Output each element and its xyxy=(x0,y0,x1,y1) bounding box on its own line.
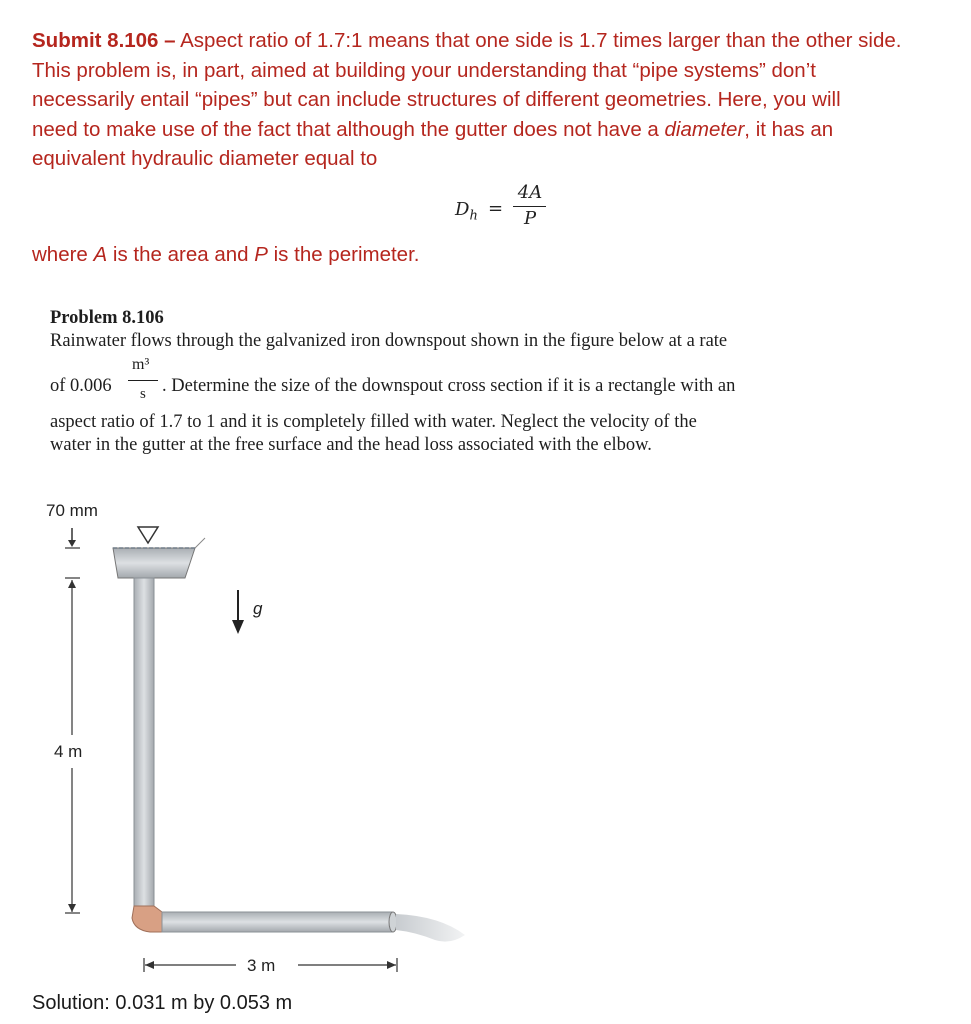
where-P: P xyxy=(254,243,268,266)
elbow xyxy=(132,906,162,932)
formula-denominator: P xyxy=(523,208,537,229)
formula-fraction-bar xyxy=(513,206,546,207)
intro-line-4a: need to make use of the fact that although the gutter does not have a xyxy=(32,117,665,141)
downspout-figure xyxy=(0,490,971,990)
rate-unit-denominator: s xyxy=(140,386,146,402)
water-jet xyxy=(396,914,465,942)
horizontal-pipe xyxy=(162,912,392,932)
vertical-downspout xyxy=(134,578,154,913)
problem-line-3: aspect ratio of 1.7 to 1 and it is completely filled with water. Neglect the velocity of the xyxy=(50,412,697,432)
rate-unit-bar xyxy=(128,380,158,381)
problem-title: Problem 8.106 xyxy=(50,308,164,328)
intro-line-3: necessarily entail “pipes” but can include structures of different geometries. Here, you will xyxy=(32,88,841,111)
length-label: 3 m xyxy=(247,956,276,975)
intro-line-1: Aspect ratio of 1.7:1 means that one side is 1.7 times larger than the other side. xyxy=(175,29,902,52)
intro-line-4b: , it has an xyxy=(744,117,834,141)
depth-arrow-icon xyxy=(65,528,80,548)
formula-lhs-sub: h xyxy=(469,208,478,224)
gutter xyxy=(113,538,205,578)
intro-paragraph xyxy=(32,26,962,174)
formula-equals: = xyxy=(488,198,504,219)
problem-line-1: Rainwater flows through the galvanized iron downspout shown in the figure below at a rate xyxy=(50,331,728,351)
problem-line-4: water in the gutter at the free surface and the head loss associated with the elbow. xyxy=(50,435,652,455)
rate-value: of 0.006 xyxy=(50,376,112,396)
formula-lhs: D xyxy=(455,199,470,220)
rate-rest: . Determine the size of the downspout cross section if it is a rectangle with an xyxy=(162,376,736,396)
depth-label: 70 mm xyxy=(46,501,98,520)
formula-numerator: 4A xyxy=(517,182,543,203)
gravity-label: g xyxy=(253,599,263,618)
solution-text: Solution: 0.031 m by 0.053 m xyxy=(32,992,293,1014)
problem-statement xyxy=(50,307,930,457)
intro-line-2: This problem is, in part, aimed at building your understanding that “pipe systems” don’t xyxy=(32,58,816,82)
intro-diameter-word: diameter xyxy=(664,117,745,141)
gravity-arrow-icon xyxy=(232,590,244,634)
rate-unit-numerator: m³ xyxy=(132,356,150,373)
intro-line-5: equivalent hydraulic diameter equal to xyxy=(32,147,378,170)
free-surface-icon xyxy=(138,527,158,543)
problem-rate-line xyxy=(50,353,930,411)
height-label: 4 m xyxy=(54,742,83,761)
where-line: where A is the area and P is the perimeter. xyxy=(32,243,420,266)
submit-label: Submit 8.106 – xyxy=(32,29,176,52)
where-A: A xyxy=(93,243,108,266)
